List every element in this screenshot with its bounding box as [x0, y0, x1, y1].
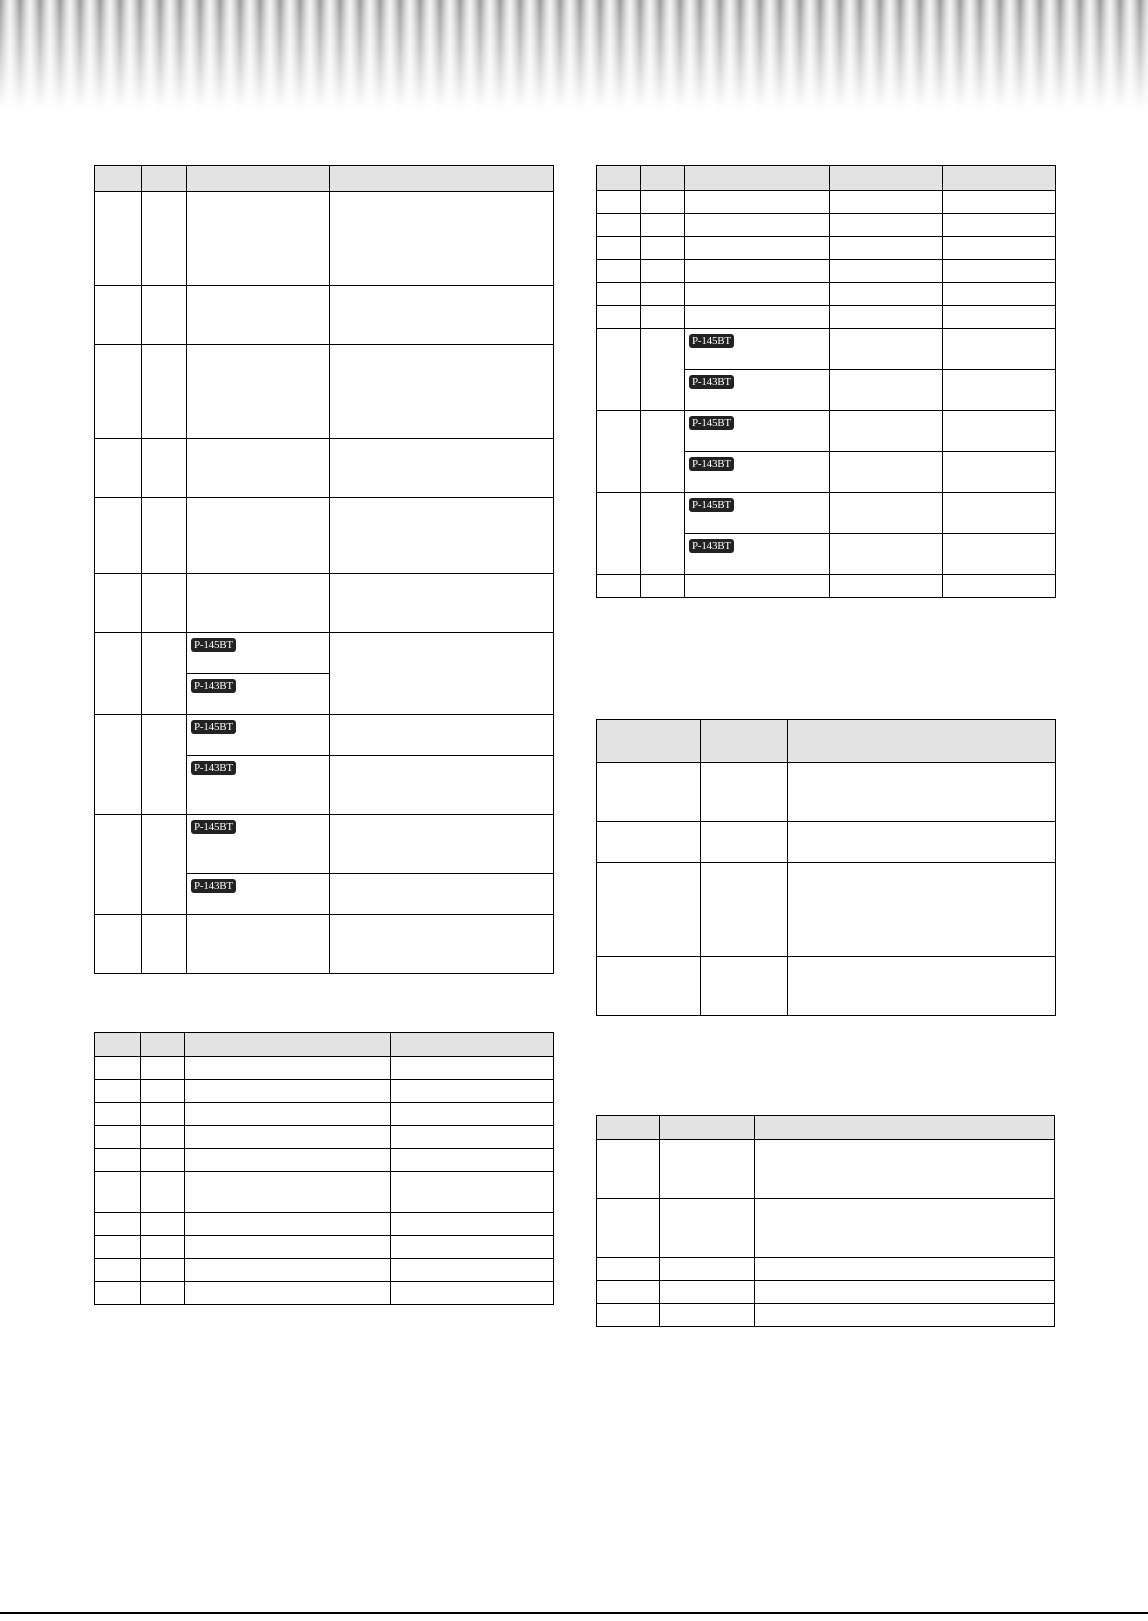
- table-row: [95, 1236, 554, 1259]
- model-badge-p143bt: P-143BT: [191, 679, 236, 693]
- table-row: [95, 633, 554, 674]
- table-row: [95, 192, 554, 286]
- table-row: [597, 329, 1056, 370]
- model-badge-p145bt: P-145BT: [191, 820, 236, 834]
- model-badge-p145bt: P-145BT: [689, 416, 734, 430]
- model-badge-p143bt: P-143BT: [191, 761, 236, 775]
- table-right-middle: [596, 719, 1056, 1016]
- table-row: [597, 1258, 1055, 1281]
- table-row: [95, 498, 554, 574]
- header-gradient-band: [0, 0, 1148, 110]
- table-row: [597, 1140, 1055, 1199]
- table-header-row: [597, 166, 1056, 191]
- model-badge-p145bt: P-145BT: [689, 498, 734, 512]
- table-row: [95, 1126, 554, 1149]
- table-row: [597, 822, 1056, 863]
- table-header-row: [95, 1033, 554, 1057]
- table-row: [95, 1259, 554, 1282]
- table-row: [597, 283, 1056, 306]
- table-row: [95, 815, 554, 874]
- table-row: [597, 411, 1056, 452]
- table-row: [95, 915, 554, 974]
- table-row: [597, 237, 1056, 260]
- table-row: [597, 1304, 1055, 1327]
- table-right-top: [596, 165, 1056, 598]
- table-row: [597, 493, 1056, 534]
- table-row: [597, 260, 1056, 283]
- table-row: [95, 286, 554, 345]
- table-left-bottom: [94, 1032, 554, 1305]
- model-badge-p143bt: P-143BT: [689, 539, 734, 553]
- model-badge-p145bt: P-145BT: [191, 638, 236, 652]
- table-right-bottom: [596, 1115, 1055, 1327]
- table-row: [597, 214, 1056, 237]
- model-badge-p143bt: P-143BT: [689, 375, 734, 389]
- table-row: [597, 763, 1056, 822]
- model-badge-p145bt: P-145BT: [689, 334, 734, 348]
- table-row: [95, 1080, 554, 1103]
- table-row: [95, 1103, 554, 1126]
- table-row: [597, 957, 1056, 1016]
- table-row: [95, 1282, 554, 1305]
- table-row: [95, 1172, 554, 1213]
- table-row: [95, 1057, 554, 1080]
- table-row: [597, 575, 1056, 598]
- table-row: [95, 574, 554, 633]
- table-row: [95, 1213, 554, 1236]
- table-header-row: [597, 720, 1056, 763]
- table-row: [597, 306, 1056, 329]
- model-badge-p145bt: P-145BT: [191, 720, 236, 734]
- table-header-row: [597, 1116, 1055, 1140]
- bottom-rule: [0, 1612, 1148, 1614]
- table-row: [95, 715, 554, 756]
- table-row: [95, 439, 554, 498]
- table-header-row: [95, 166, 554, 192]
- table-row: [597, 1199, 1055, 1258]
- table-left-top: [94, 165, 554, 974]
- model-badge-p143bt: P-143BT: [191, 879, 236, 893]
- table-row: [597, 1281, 1055, 1304]
- table-row: [95, 1149, 554, 1172]
- table-row: [597, 863, 1056, 957]
- table-row: [95, 345, 554, 439]
- table-row: [597, 191, 1056, 214]
- model-badge-p143bt: P-143BT: [689, 457, 734, 471]
